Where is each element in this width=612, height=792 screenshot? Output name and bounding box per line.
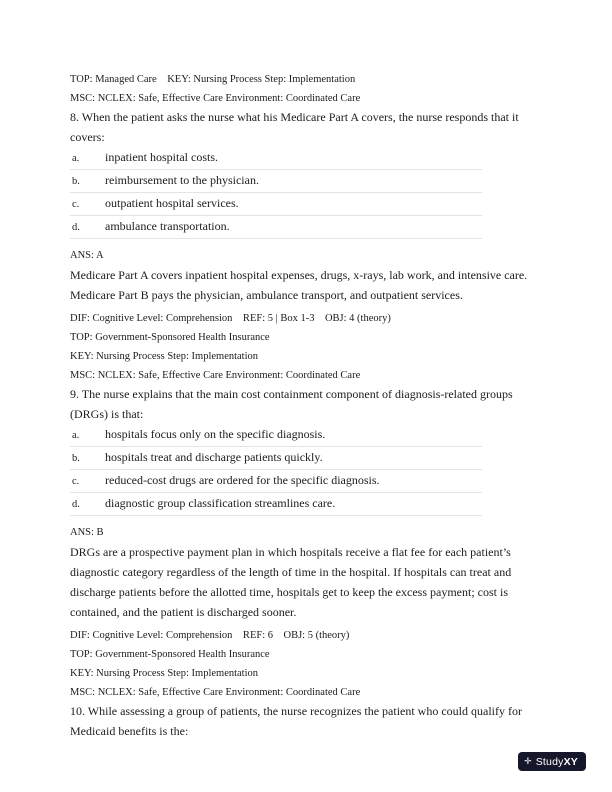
meta-line: TOP: Government-Sponsored Health Insurance [70, 649, 270, 660]
meta-line: KEY: Nursing Process Step: Implementation [70, 668, 259, 679]
brand-name-regular: Study [535, 755, 564, 768]
option-text: hospitals focus only on the specific diagnosis. [105, 427, 326, 441]
answer-line: ANS: B [70, 527, 104, 538]
rationale-paragraph: Medicare Part A covers inpatient hospital expenses, drugs, x-rays, lab work, and intensive care. Medicare Part B pays the physician, ambulance transport, and outpatient services. [70, 268, 528, 302]
answer-option [70, 447, 482, 470]
option-text: inpatient hospital costs. [105, 150, 218, 164]
meta-line: TOP: Government-Sponsored Health Insurance [70, 332, 270, 343]
option-letter: d. [72, 222, 80, 233]
meta-line: MSC: NCLEX: Safe, Effective Care Environment: Coordinated Care [70, 687, 361, 698]
meta-line: DIF: Cognitive Level: Comprehension REF: 6 OBJ: 5 (theory) [70, 630, 350, 641]
brand-name-bold: XY [563, 755, 578, 768]
meta-line: MSC: NCLEX: Safe, Effective Care Environment: Coordinated Care [70, 370, 361, 381]
answer-option [70, 424, 482, 447]
option-letter: a. [72, 153, 80, 164]
option-letter: c. [72, 476, 80, 487]
answer-option [70, 170, 482, 193]
answer-option [70, 493, 482, 516]
option-letter: b. [72, 176, 80, 187]
plus-icon: ✛ [524, 756, 532, 766]
answer-line: ANS: A [70, 250, 104, 261]
brand-name [536, 756, 578, 768]
option-letter: a. [72, 430, 80, 441]
meta-line: MSC: NCLEX: Safe, Effective Care Environment: Coordinated Care [70, 93, 361, 104]
answer-option [70, 216, 482, 239]
studyxy-brand-badge [518, 752, 586, 771]
rationale-paragraph: DRGs are a prospective payment plan in which hospitals receive a flat fee for each patient’s diagnostic category regardless of the length of time in the hospital. If hospitals can treat and discharge patients before the allotted time, hospitals get to keep the excess payment; cost is contained, and the patient is discharged sooner. [70, 545, 512, 619]
meta-line: TOP: Managed Care KEY: Nursing Process Step: Implementation [70, 74, 356, 85]
question-stem: 9. The nurse explains that the main cost containment component of diagnosis-related groups (DRGs) is that: [70, 387, 513, 421]
option-text: ambulance transportation. [105, 219, 230, 233]
question-stem: 8. When the patient asks the nurse what his Medicare Part A covers, the nurse responds that it covers: [70, 110, 519, 144]
option-letter: b. [72, 453, 80, 464]
option-text: reimbursement to the physician. [105, 173, 259, 187]
option-letter: c. [72, 199, 80, 210]
answer-option [70, 147, 482, 170]
option-letter: d. [72, 499, 80, 510]
option-text: diagnostic group classification streamlines care. [105, 496, 336, 510]
option-text: reduced-cost drugs are ordered for the specific diagnosis. [105, 473, 380, 487]
option-text: hospitals treat and discharge patients quickly. [105, 450, 323, 464]
meta-line: KEY: Nursing Process Step: Implementation [70, 351, 259, 362]
option-text: outpatient hospital services. [105, 196, 239, 210]
page-content [70, 70, 542, 741]
meta-line: DIF: Cognitive Level: Comprehension REF: 5 | Box 1-3 OBJ: 4 (theory) [70, 313, 391, 324]
answer-option [70, 193, 482, 216]
question-stem: 10. While assessing a group of patients, the nurse recognizes the patient who could qualify for Medicaid benefits is the: [70, 704, 522, 738]
answer-option [70, 470, 482, 493]
